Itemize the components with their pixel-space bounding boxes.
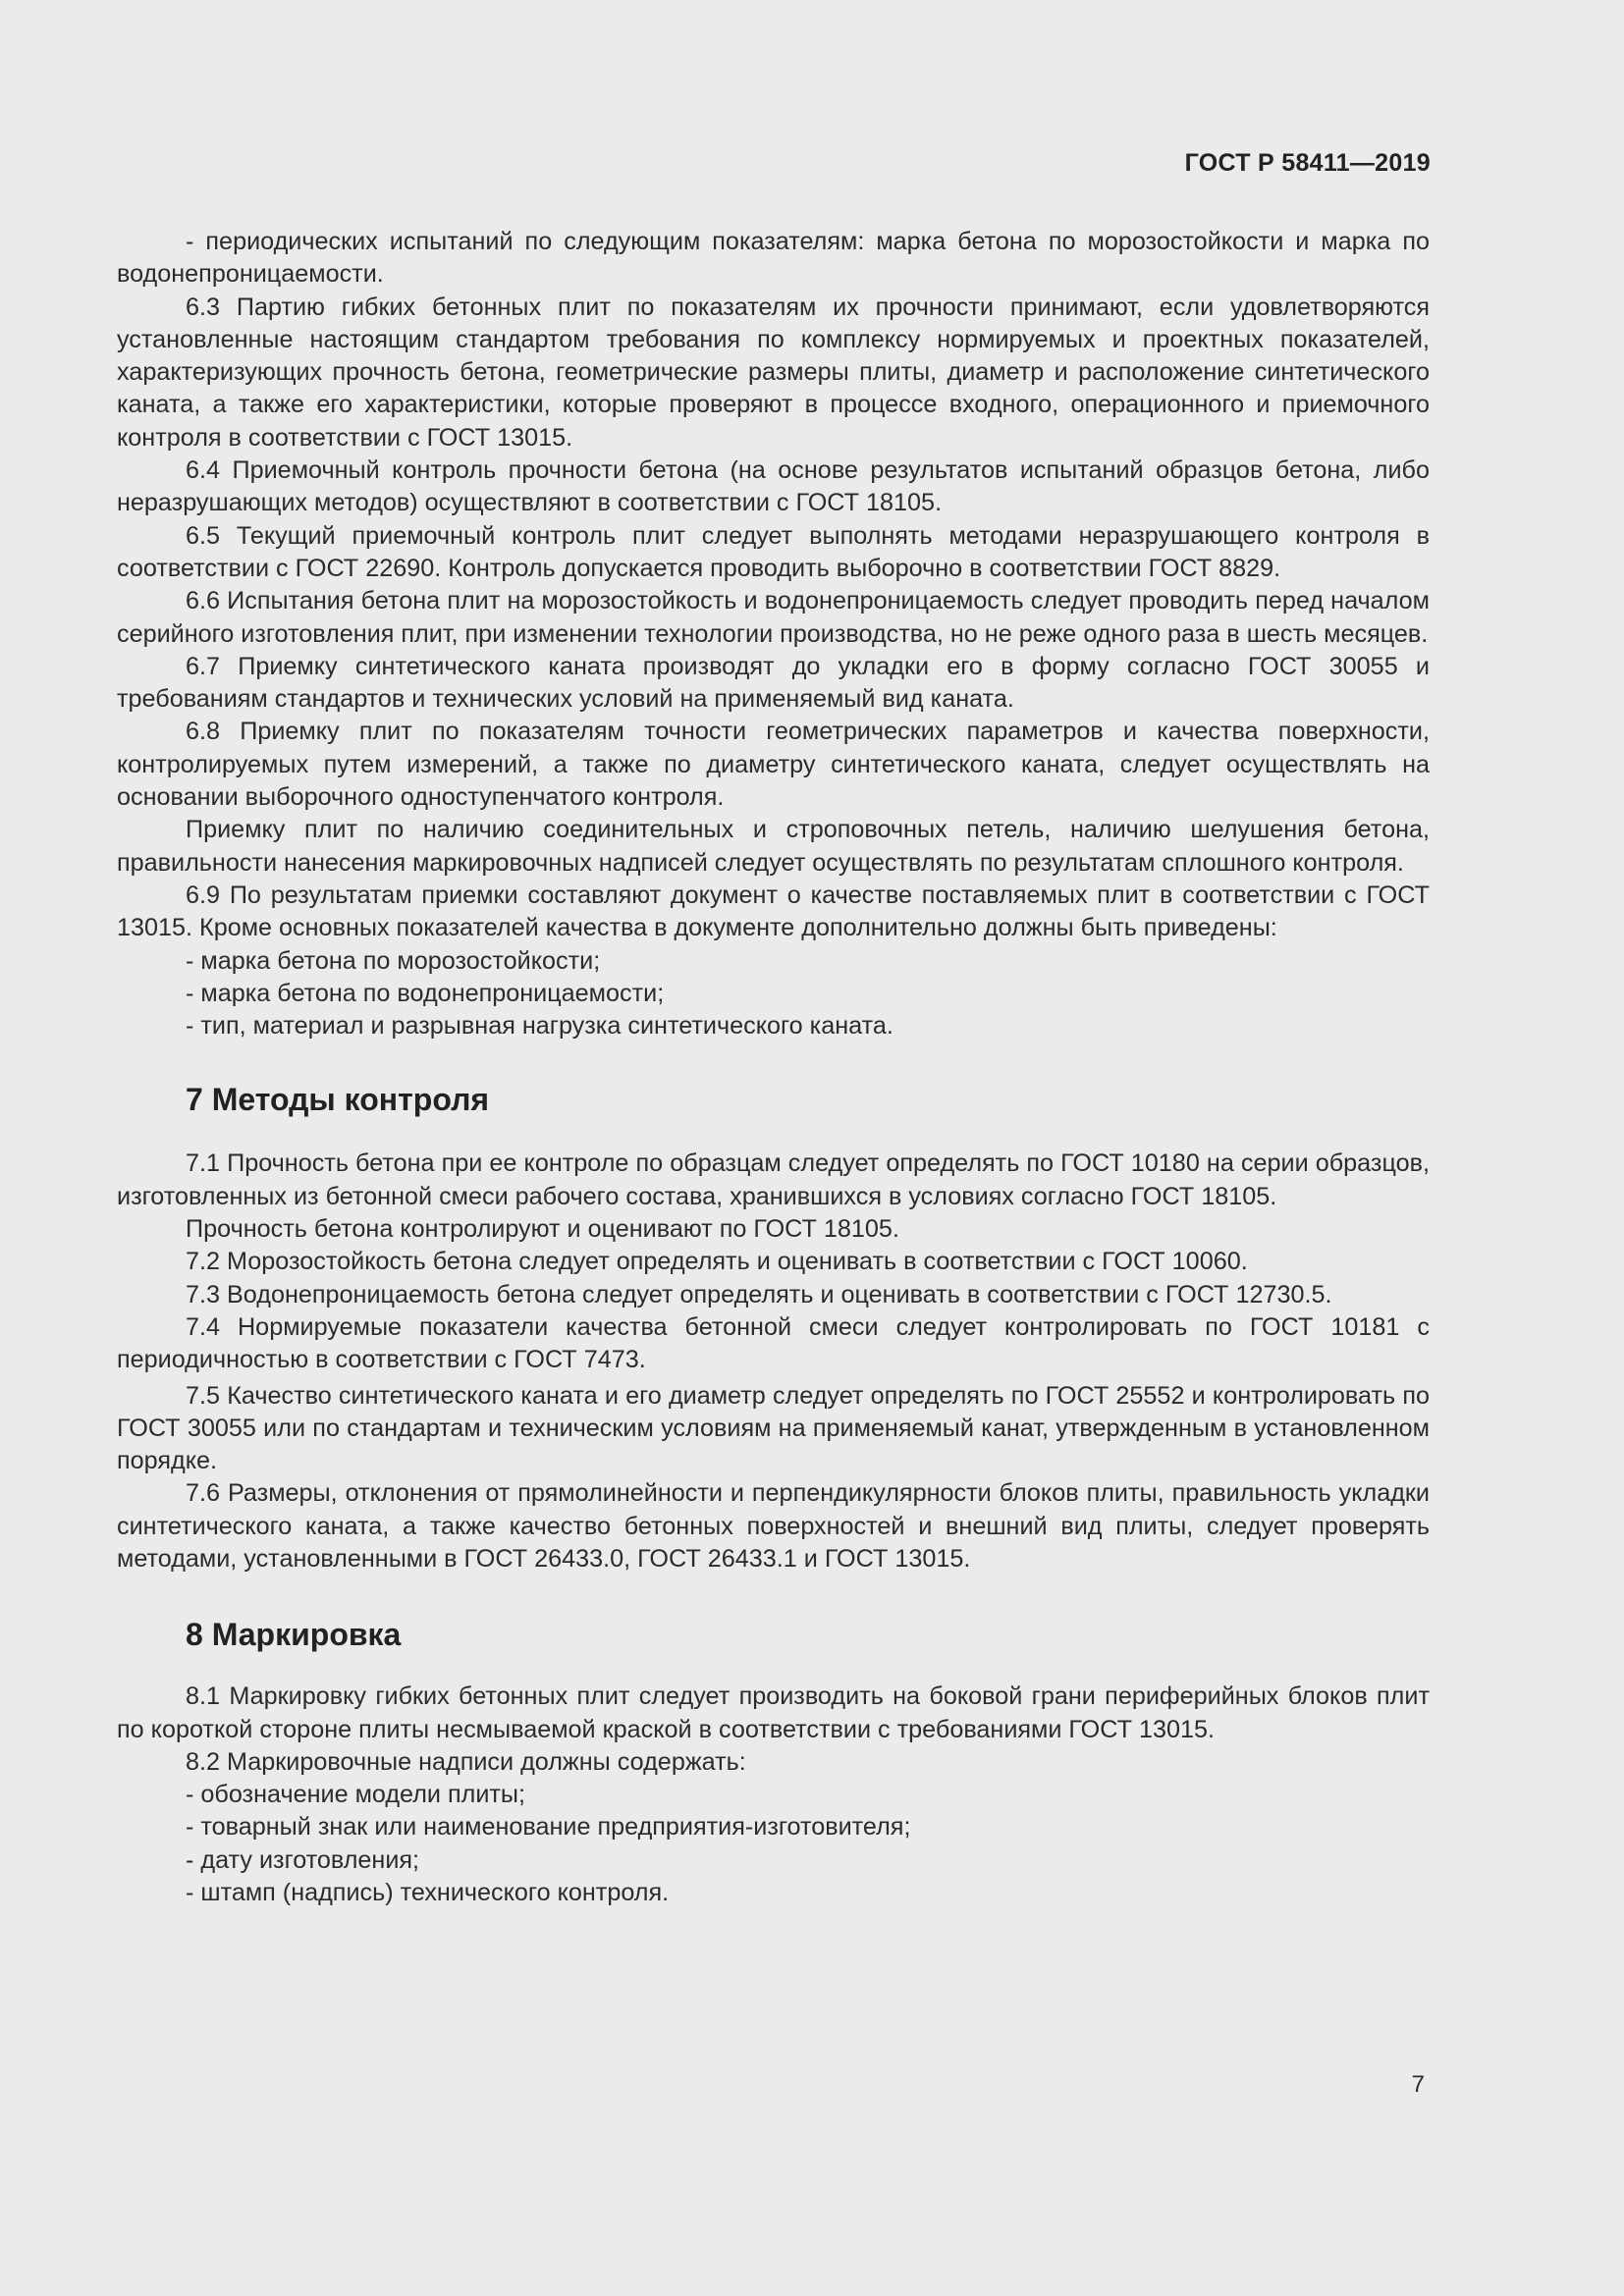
paragraph-7-2: 7.2 Морозостойкость бетона следует определять и оценивать в соответствии с ГОСТ 10060. [186, 1248, 1248, 1276]
paragraph-8-1: 8.1 Маркировку гибких бетонных плит следует производить на боковой грани периферийных блоков плит по короткой стороне плиты несмываемой краской в соответствии с требованиями ГОСТ 13015. [117, 1682, 1430, 1743]
paragraph-6-8-continued: Приемку плит по наличию соединительных и строповочных петель, наличию шелушения бетона, правильности нанесения маркировочных надписей следует осуществлять по результатам сплошного контроля. [117, 816, 1430, 877]
list-item: - марка бетона по водонепроницаемости; [186, 979, 665, 1007]
paragraph-7-6: 7.6 Размеры, отклонения от прямолинейности и перпендикулярности блоков плиты, правильность укладки синтетического каната, а также качество бетонных поверхностей и внешний вид плиты, следует проверять методами, установленными в ГОСТ 26433.0, ГОСТ 26433.1 и ГОСТ 13015. [117, 1479, 1430, 1573]
paragraph-6-7: 6.7 Приемку синтетического каната производят до укладки его в форму согласно ГОСТ 30055 и требованиям стандартов и технических условий на применяемый вид каната. [117, 652, 1430, 714]
paragraph-7-3: 7.3 Водонепроницаемость бетона следует определять и оценивать в соответствии с ГОСТ 12730.5. [186, 1280, 1332, 1308]
paragraph-6-8: 6.8 Приемку плит по показателям точности геометрических параметров и качества поверхности, контролируемых путем измерений, а также по диаметру синтетического каната, следует осуществлять на основании выборочного одноступенчатого контроля. [117, 718, 1430, 812]
section-heading-7: 7 Методы контроля [186, 1082, 490, 1118]
list-item: - товарный знак или наименование предприятия-изготовителя; [186, 1813, 911, 1842]
list-item: - марка бетона по морозостойкости; [186, 946, 601, 975]
paragraph-7-1-continued: Прочность бетона контролируют и оценивают по ГОСТ 18105. [186, 1215, 899, 1244]
page-number: 7 [1411, 2071, 1425, 2098]
paragraph-6-6: 6.6 Испытания бетона плит на морозостойкость и водонепроницаемость следует проводить перед началом серийного изготовления плит, при изменении технологии производства, но не реже одного раза в шесть месяцев. [117, 587, 1430, 648]
paragraph-7-1: 7.1 Прочность бетона при ее контроле по образцам следует определять по ГОСТ 10180 на серии образцов, изготовленных из бетонной смеси рабочего состава, хранившихся в условиях согласно ГОСТ 18105. [117, 1149, 1430, 1210]
list-item: - дату изготовления; [186, 1845, 420, 1874]
paragraph-8-2: 8.2 Маркировочные надписи должны содержать: [186, 1747, 746, 1776]
paragraph-6-9: 6.9 По результатам приемки составляют документ о качестве поставляемых плит в соответствии с ГОСТ 13015. Кроме основных показателей качества в документе дополнительно должны быть приведены: [117, 881, 1430, 942]
paragraph-periodic-tests: - периодических испытаний по следующим показателям: марка бетона по морозостойкости и марка по водонепроницаемости. [117, 228, 1430, 289]
paragraph-6-5: 6.5 Текущий приемочный контроль плит следует выполнять методами неразрушающего контроля в соответствии с ГОСТ 22690. Контроль допускается проводить выборочно в соответствии ГОСТ 8829. [117, 521, 1430, 582]
section-8 [117, 1681, 1430, 1909]
paragraph-6-3: 6.3 Партию гибких бетонных плит по показателям их прочности принимают, если удовлетворяются установленные настоящим стандартом требования по комплексу нормируемых и проектных показателей, характеризующих прочность бетона, геометрические размеры плиты, диаметр и расположение синтетического каната, а также его характеристики, которые проверяют в процессе входного, операционного и приемочного контроля в соответствии с ГОСТ 13015. [117, 293, 1430, 452]
paragraph-7-4: 7.4 Нормируемые показатели качества бетонной смеси следует контролировать по ГОСТ 10181 с периодичностью в соответствии с ГОСТ 7473. [117, 1312, 1430, 1374]
section-6-continued [117, 226, 1430, 1042]
paragraph-7-5: 7.5 Качество синтетического каната и его диаметр следует определять по ГОСТ 25552 и контролировать по ГОСТ 30055 или по стандартам и техническим условиям на применяемый канат, утвержденным в установленном порядке. [117, 1381, 1430, 1475]
page-body [117, 147, 1430, 1909]
section-7 [117, 1148, 1430, 1575]
list-item: - тип, материал и разрывная нагрузка синтетического каната. [186, 1012, 893, 1041]
paragraph-6-4: 6.4 Приемочный контроль прочности бетона (на основе результатов испытаний образцов бетона, либо неразрушающих методов) осуществляют в соответствии с ГОСТ 18105. [117, 456, 1430, 517]
section-heading-8: 8 Маркировка [186, 1617, 402, 1653]
list-item: - штамп (надпись) технического контроля. [186, 1879, 670, 1907]
document-header: ГОСТ Р 58411—2019 [1184, 149, 1431, 177]
list-item: - обозначение модели плиты; [186, 1781, 526, 1809]
